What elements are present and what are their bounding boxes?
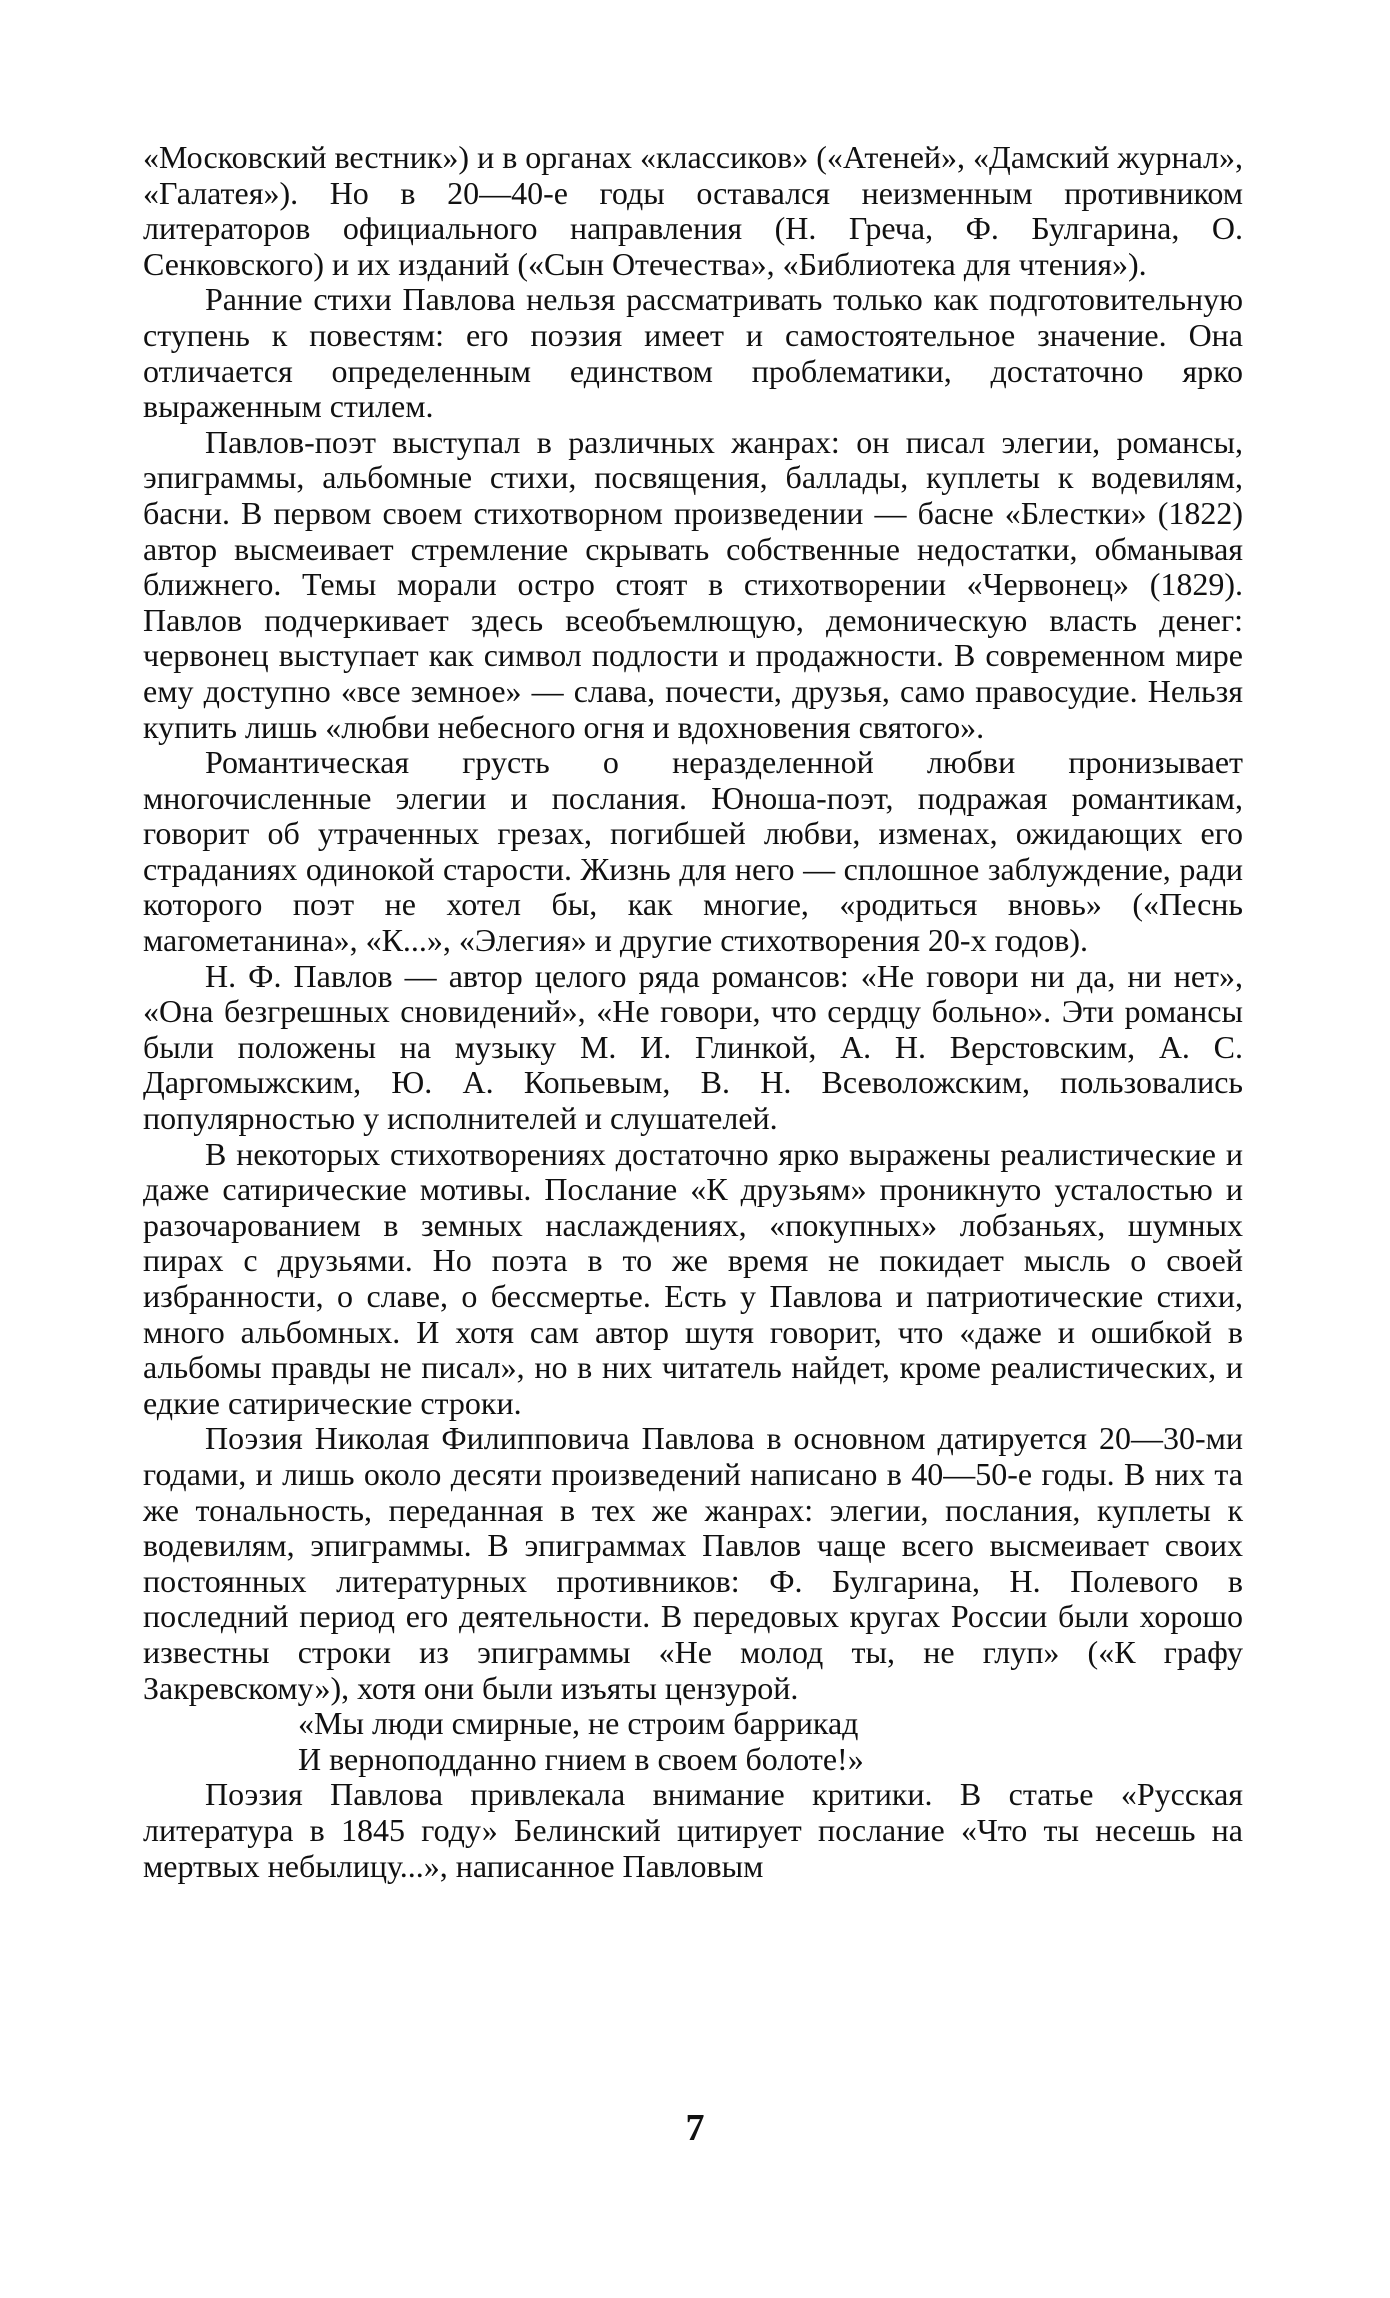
- verse-quote: [143, 1706, 1243, 1777]
- paragraph-early-poems: Ранние стихи Павлова нельзя рассматривать только как подготовительную ступень к повестям: его поэзия имеет и самостоятельное значение. Она отличается определенным единством проблематики, достаточно ярко выраженным стилем.: [143, 281, 1243, 425]
- paragraph-genres: Павлов-поэт выступал в различных жанрах: он писал элегии, романсы, эпиграммы, альбомные стихи, посвящения, баллады, куплеты к водевилям, басни. В первом своем стихотворном произведении — басне «Блестки» (1822) автор высмеивает стремление скрывать собственные недостатки, обманывая ближнего. Темы морали остро стоят в стихотворении «Червонец» (1829). Павлов подчеркивает здесь всеобъемлющую, демоническую власть денег: червонец выступает как символ подлости и продажности. В современном мире ему доступно «все земное» — слава, почести, друзья, само правосудие. Нельзя купить лишь «любви небесного огня и вдохновения святого».: [143, 423, 1243, 745]
- paragraph-realistic-motifs: В некоторых стихотворениях достаточно ярко выражены реалистические и даже сатирические мотивы. Послание «К друзьям» проникнуто усталостью и разочарованием в земных наслаждениях, «покупных» лобзаньях, шумных пирах с друзьями. Но поэта в то же время не покидает мысль о своей избранности, о славе, о бессмертье. Есть у Павлова и патриотические стихи, много альбомных. И хотя сам автор шутя говорит, что «даже и ошибкой в альбомы правды не писал», но в них читатель найдет, кроме реалистических, и едкие сатирические строки.: [143, 1135, 1243, 1421]
- paragraph-continuation: «Московский вестник») и в органах «классиков» («Атеней», «Дамский журнал», «Галатея»). Но в 20—40-е годы оставался неизменным противником литераторов официального направления (Н. Греча, Ф. Булгарина, О. Сенковского) и их изданий («Сын Отечества», «Библиотека для чтения»).: [143, 139, 1244, 282]
- paragraph-criticism: Поэзия Павлова привлекала внимание критики. В статье «Русская литература в 1845 году» Белинский цитирует послание «Что ты несешь на мертвых небылицу...», написанное Павловым: [143, 1776, 1243, 1884]
- paragraph-romances: Н. Ф. Павлов — автор целого ряда романсов: «Не говори ни да, ни нет», «Она безгрешных сновидений», «Не говори, что сердцу больно». Эти романсы были положены на музыку М. И. Глинкой, А. Н. Верстовским, А. С. Даргомыжским, Ю. А. Копьевым, В. Н. Всеволожским, пользовались популярностью у исполнителей и слушателей.: [143, 957, 1243, 1137]
- page-number: 7: [685, 2107, 705, 2149]
- paragraph-romantic-sadness: Романтическая грусть о неразделенной любви пронизывает многочисленные элегии и послания. Юноша-поэт, подражая романтикам, говорит об утраченных грезах, погибшей любви, изменах, ожидающих его страданиях одинокой старости. Жизнь для него — сплошное заблуждение, ради которого поэт не хотел бы, как многие, «родиться вновь» («Песнь магометанина», «К...», «Элегия» и другие стихотворения 20-х годов).: [143, 744, 1243, 959]
- verse-line: «Мы люди смирные, не строим баррикад: [298, 1705, 859, 1742]
- main-text-column: [143, 140, 1243, 1884]
- paragraph-epigrams: Поэзия Николая Филипповича Павлова в основном датируется 20—30-ми годами, и лишь около десяти произведений написано в 40—50-е годы. В них та же тональность, переданная в тех же жанрах: элегии, послания, куплеты к водевилям, эпиграммы. В эпиграммах Павлов чаще всего высмеивает своих постоянных литературных противников: Ф. Булгарина, Н. Полевого в последний период его деятельности. В передовых кругах России были хорошо известны строки из эпиграммы «Не молод ты, не глуп» («К графу Закревскому»), хотя они были изъяты цензурой.: [143, 1420, 1243, 1706]
- verse-line: И верноподданно гнием в своем болоте!»: [298, 1740, 864, 1777]
